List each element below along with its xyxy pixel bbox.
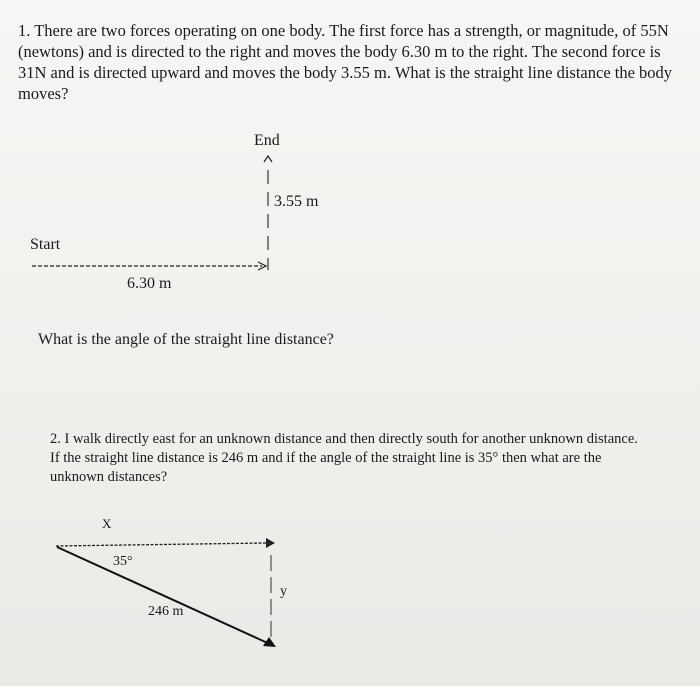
east-dashed-vector (56, 543, 266, 546)
hypotenuse-label: 246 m (148, 604, 184, 619)
east-arrowhead (266, 538, 275, 548)
x-label: X (102, 516, 112, 531)
problem-1-question: What is the angle of the straight line distance? (38, 331, 334, 348)
vertical-distance-label: 3.55 m (274, 193, 319, 210)
y-label: y (280, 584, 287, 599)
problem-1-text: 1. There are two forces operating on one body. The first force has a strength, or magnitude, of 55N (newtons) and is directed to the right and moves the body 6.30 m to the right. The second force is 31N and is directed upward and moves the body 3.55 m. What is the straight line distance the body moves? (18, 21, 673, 103)
start-label: Start (30, 236, 61, 253)
vertical-arrowhead (264, 156, 272, 162)
end-label: End (254, 132, 280, 149)
horizontal-distance-label: 6.30 m (127, 275, 172, 292)
hypotenuse-line (57, 547, 272, 645)
angle-label: 35° (113, 554, 133, 569)
problem-2-text: 2. I walk directly east for an unknown distance and then directly south for another unknown distance. If the straight line distance is 246 m and if the angle of the straight line is 35° then what are the unknown distances? (50, 431, 638, 485)
